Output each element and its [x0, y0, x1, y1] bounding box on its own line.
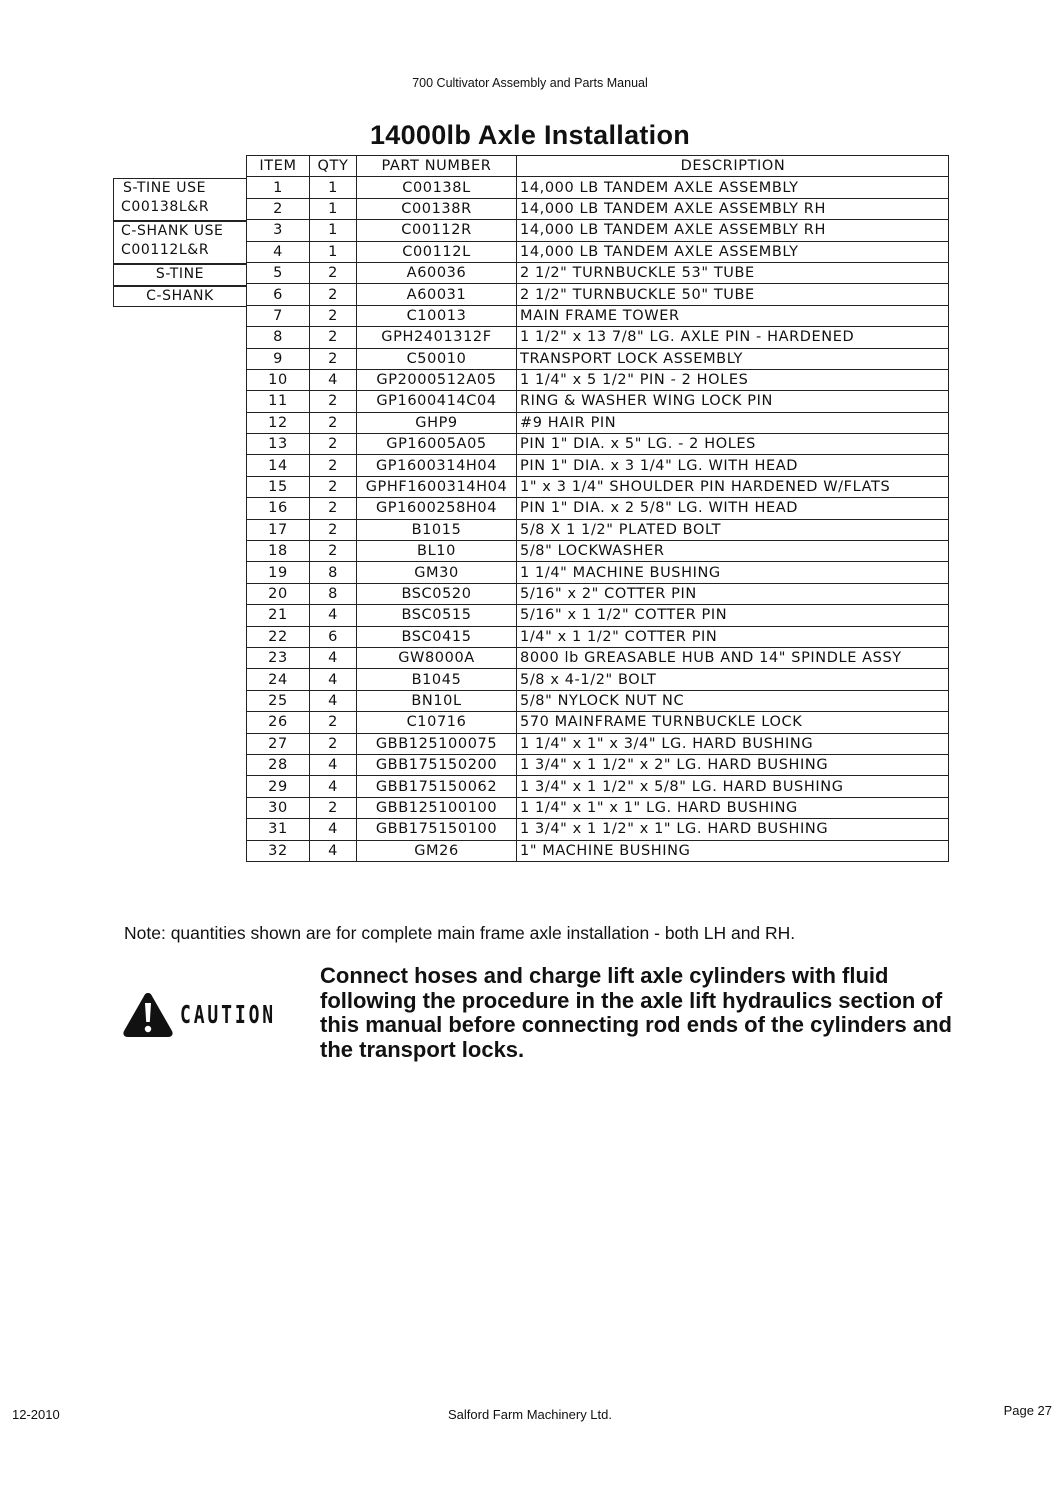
description-cell: 570 MAINFRAME TURNBUCKLE LOCK [517, 712, 949, 733]
description-cell: #9 HAIR PIN [517, 412, 949, 433]
qty-cell: 8 [310, 583, 357, 604]
item-number-cell: 31 [247, 819, 310, 840]
item-number-cell: 1 [247, 177, 310, 198]
qty-cell: 4 [310, 754, 357, 775]
table-row [247, 605, 949, 626]
qty-cell: 2 [310, 305, 357, 326]
part-number-cell: B1045 [357, 669, 517, 690]
qty-cell: 1 [310, 177, 357, 198]
item-number-cell: 27 [247, 733, 310, 754]
qty-cell: 2 [310, 498, 357, 519]
table-row [247, 583, 949, 604]
part-number-cell: GPHF1600314H04 [357, 476, 517, 497]
part-number-cell: BSC0415 [357, 626, 517, 647]
qty-cell: 4 [310, 369, 357, 390]
qty-cell: 2 [310, 541, 357, 562]
description-cell: 1 3/4" x 1 1/2" x 2" LG. HARD BUSHING [517, 754, 949, 775]
description-cell: 5/8" LOCKWASHER [517, 541, 949, 562]
part-number-cell: A60036 [357, 262, 517, 283]
item-number-cell: 13 [247, 434, 310, 455]
column-header-qty: QTY [310, 156, 357, 177]
description-cell: 1 1/4" MACHINE BUSHING [517, 562, 949, 583]
description-cell: MAIN FRAME TOWER [517, 305, 949, 326]
part-number-cell: GBB175150062 [357, 776, 517, 797]
item-number-cell: 23 [247, 647, 310, 668]
quantity-note: Note: quantities shown are for complete main frame axle installation - both LH and RH. [124, 923, 796, 943]
part-number-cell: B1015 [357, 519, 517, 540]
table-row [247, 369, 949, 390]
part-number-cell: GBB175150200 [357, 754, 517, 775]
part-number-cell: GPH2401312F [357, 327, 517, 348]
table-row [247, 241, 949, 262]
part-number-cell: GBB125100075 [357, 733, 517, 754]
description-cell: 1 1/4" x 1" x 3/4" LG. HARD BUSHING [517, 733, 949, 754]
description-cell: 5/8" NYLOCK NUT NC [517, 690, 949, 711]
table-row [247, 455, 949, 476]
description-cell: 1" x 3 1/4" SHOULDER PIN HARDENED W/FLATS [517, 476, 949, 497]
part-number-cell: GP16005A05 [357, 434, 517, 455]
caution-text: Connect hoses and charge lift axle cylinders with fluid following the procedure in the axle lift hydraulics section of this manual before connecting rod ends of the cylinders and the transport locks. [320, 963, 952, 1062]
part-number-cell: GBB125100100 [357, 797, 517, 818]
table-row [247, 819, 949, 840]
qty-cell: 1 [310, 241, 357, 262]
part-number-cell: C50010 [357, 348, 517, 369]
table-row [247, 733, 949, 754]
item-number-cell: 5 [247, 262, 310, 283]
table-row [247, 305, 949, 326]
parts-table [246, 155, 949, 862]
part-number-cell: C10013 [357, 305, 517, 326]
item-number-cell: 8 [247, 327, 310, 348]
item-number-cell: 9 [247, 348, 310, 369]
table-row [247, 626, 949, 647]
table-row [247, 519, 949, 540]
warning-triangle-icon [122, 991, 174, 1039]
part-number-cell: GP1600414C04 [357, 391, 517, 412]
qty-cell: 4 [310, 776, 357, 797]
description-cell: 14,000 LB TANDEM AXLE ASSEMBLY [517, 177, 949, 198]
description-cell: PIN 1" DIA. x 5" LG. - 2 HOLES [517, 434, 949, 455]
item-number-cell: 15 [247, 476, 310, 497]
qty-cell: 2 [310, 412, 357, 433]
table-row [247, 284, 949, 305]
side-label-line: C00138L&R [121, 199, 210, 215]
item-number-cell: 3 [247, 220, 310, 241]
qty-cell: 2 [310, 348, 357, 369]
table-row [247, 712, 949, 733]
qty-cell: 2 [310, 262, 357, 283]
qty-cell: 2 [310, 391, 357, 412]
item-number-cell: 32 [247, 840, 310, 861]
part-number-cell: BSC0515 [357, 605, 517, 626]
qty-cell: 2 [310, 712, 357, 733]
qty-cell: 1 [310, 198, 357, 219]
qty-cell: 6 [310, 626, 357, 647]
part-number-cell: C10716 [357, 712, 517, 733]
qty-cell: 2 [310, 284, 357, 305]
description-cell: PIN 1" DIA. x 3 1/4" LG. WITH HEAD [517, 455, 949, 476]
qty-cell: 8 [310, 562, 357, 583]
item-number-cell: 14 [247, 455, 310, 476]
side-label-line: S-TINE USE [123, 180, 207, 196]
qty-cell: 2 [310, 434, 357, 455]
item-number-cell: 18 [247, 541, 310, 562]
table-row [247, 327, 949, 348]
item-number-cell: 22 [247, 626, 310, 647]
qty-cell: 2 [310, 455, 357, 476]
qty-cell: 1 [310, 220, 357, 241]
qty-cell: 4 [310, 605, 357, 626]
qty-cell: 4 [310, 647, 357, 668]
table-row [247, 541, 949, 562]
description-cell: 5/16" x 2" COTTER PIN [517, 583, 949, 604]
description-cell: 5/8 X 1 1/2" PLATED BOLT [517, 519, 949, 540]
part-number-cell: C00138R [357, 198, 517, 219]
item-number-cell: 30 [247, 797, 310, 818]
table-row [247, 754, 949, 775]
item-number-cell: 6 [247, 284, 310, 305]
table-row [247, 776, 949, 797]
part-number-cell: GM30 [357, 562, 517, 583]
side-label-cshank: C-SHANK [113, 286, 246, 307]
table-row [247, 562, 949, 583]
description-cell: RING & WASHER WING LOCK PIN [517, 391, 949, 412]
item-number-cell: 20 [247, 583, 310, 604]
item-number-cell: 24 [247, 669, 310, 690]
table-row [247, 690, 949, 711]
part-number-cell: GBB175150100 [357, 819, 517, 840]
footer-company: Salford Farm Machinery Ltd. [447, 1407, 612, 1422]
table-row [247, 391, 949, 412]
item-number-cell: 16 [247, 498, 310, 519]
description-cell: 5/16" x 1 1/2" COTTER PIN [517, 605, 949, 626]
part-number-cell: GP1600258H04 [357, 498, 517, 519]
table-row [247, 840, 949, 861]
description-cell: 1" MACHINE BUSHING [517, 840, 949, 861]
description-cell: 5/8 x 4-1/2" BOLT [517, 669, 949, 690]
qty-cell: 4 [310, 690, 357, 711]
part-number-cell: GP1600314H04 [357, 455, 517, 476]
table-row [247, 797, 949, 818]
side-label-line: C-SHANK USE [121, 223, 224, 239]
item-number-cell: 4 [247, 241, 310, 262]
table-row [247, 647, 949, 668]
item-number-cell: 25 [247, 690, 310, 711]
table-header-row [247, 156, 949, 177]
caution-label: CAUTION [180, 1000, 277, 1029]
footer-date: 12-2010 [12, 1407, 60, 1422]
qty-cell: 2 [310, 327, 357, 348]
part-number-cell: GW8000A [357, 647, 517, 668]
description-cell: TRANSPORT LOCK ASSEMBLY [517, 348, 949, 369]
description-cell: 14,000 LB TANDEM AXLE ASSEMBLY [517, 241, 949, 262]
part-number-cell: A60031 [357, 284, 517, 305]
item-number-cell: 7 [247, 305, 310, 326]
description-cell: 2 1/2" TURNBUCKLE 50" TUBE [517, 284, 949, 305]
column-header-description: DESCRIPTION [517, 156, 949, 177]
table-row [247, 177, 949, 198]
description-cell: 1 3/4" x 1 1/2" x 1" LG. HARD BUSHING [517, 819, 949, 840]
part-number-cell: C00138L [357, 177, 517, 198]
part-number-cell: GP2000512A05 [357, 369, 517, 390]
qty-cell: 2 [310, 519, 357, 540]
column-header-item: ITEM [247, 156, 310, 177]
item-number-cell: 19 [247, 562, 310, 583]
page-header: 700 Cultivator Assembly and Parts Manual [412, 76, 648, 90]
column-header-part-number: PART NUMBER [357, 156, 517, 177]
item-number-cell: 2 [247, 198, 310, 219]
item-number-cell: 29 [247, 776, 310, 797]
side-label-line: C00112L&R [121, 242, 210, 258]
qty-cell: 2 [310, 733, 357, 754]
table-row [247, 669, 949, 690]
item-number-cell: 26 [247, 712, 310, 733]
part-number-cell: C00112R [357, 220, 517, 241]
item-number-cell: 21 [247, 605, 310, 626]
qty-cell: 4 [310, 840, 357, 861]
description-cell: 14,000 LB TANDEM AXLE ASSEMBLY RH [517, 198, 949, 219]
description-cell: 1 1/2" x 13 7/8" LG. AXLE PIN - HARDENED [517, 327, 949, 348]
description-cell: 14,000 LB TANDEM AXLE ASSEMBLY RH [517, 220, 949, 241]
description-cell: 1 1/4" x 1" x 1" LG. HARD BUSHING [517, 797, 949, 818]
qty-cell: 4 [310, 819, 357, 840]
part-number-cell: BN10L [357, 690, 517, 711]
qty-cell: 2 [310, 797, 357, 818]
qty-cell: 4 [310, 669, 357, 690]
part-number-cell: BL10 [357, 541, 517, 562]
item-number-cell: 10 [247, 369, 310, 390]
side-label-cshank-use [113, 221, 246, 264]
part-number-cell: BSC0520 [357, 583, 517, 604]
description-cell: 1/4" x 1 1/2" COTTER PIN [517, 626, 949, 647]
page-title: 14000lb Axle Installation [369, 120, 691, 150]
item-number-cell: 28 [247, 754, 310, 775]
item-number-cell: 11 [247, 391, 310, 412]
table-row [247, 348, 949, 369]
table-row [247, 476, 949, 497]
side-label-stine: S-TINE [113, 264, 246, 286]
qty-cell: 2 [310, 476, 357, 497]
part-number-cell: GM26 [357, 840, 517, 861]
description-cell: 8000 lb GREASABLE HUB AND 14" SPINDLE ASSY [517, 647, 949, 668]
part-number-cell: GHP9 [357, 412, 517, 433]
part-number-cell: C00112L [357, 241, 517, 262]
table-row [247, 434, 949, 455]
item-number-cell: 17 [247, 519, 310, 540]
table-row [247, 198, 949, 219]
description-cell: 2 1/2" TURNBUCKLE 53" TUBE [517, 262, 949, 283]
footer-page-number: Page 27 [1003, 1403, 1052, 1418]
description-cell: PIN 1" DIA. x 2 5/8" LG. WITH HEAD [517, 498, 949, 519]
item-number-cell: 12 [247, 412, 310, 433]
description-cell: 1 1/4" x 5 1/2" PIN - 2 HOLES [517, 369, 949, 390]
side-label-stine-use [113, 178, 246, 221]
table-row [247, 412, 949, 433]
description-cell: 1 3/4" x 1 1/2" x 5/8" LG. HARD BUSHING [517, 776, 949, 797]
table-row [247, 220, 949, 241]
table-row [247, 498, 949, 519]
table-row [247, 262, 949, 283]
